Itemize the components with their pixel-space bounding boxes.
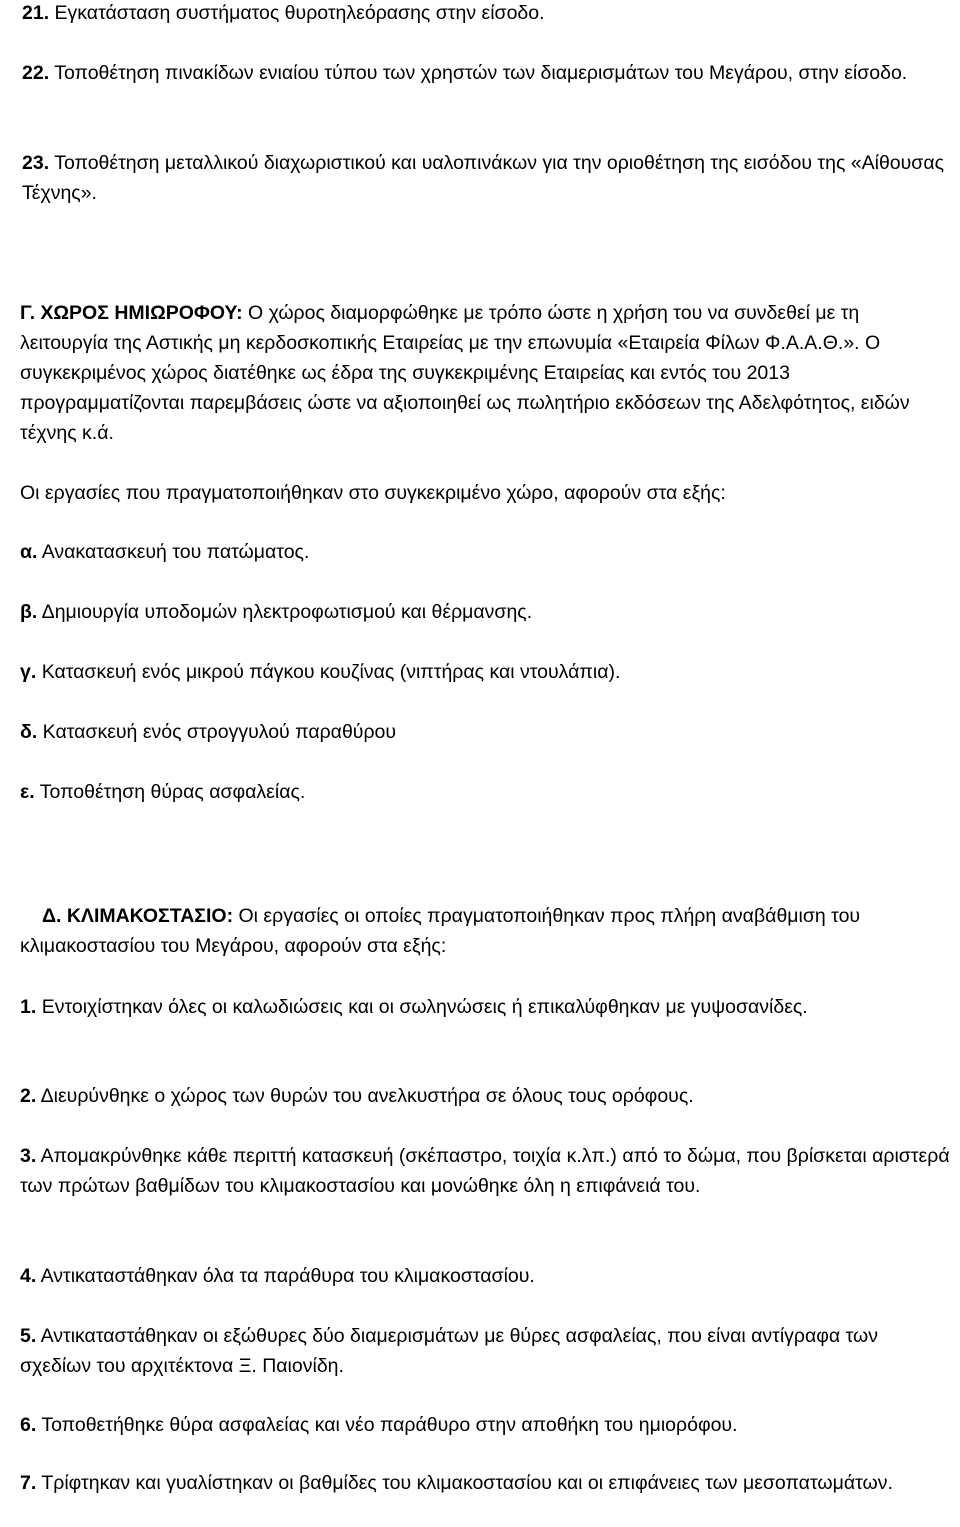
list-item-4 — [20, 1261, 950, 1291]
item-text: Αντικαταστάθηκαν οι εξώθυρες δύο διαμερισμάτων με θύρες ασφαλείας, που είναι αντίγραφα των σχεδίων του αρχιτέκτονα Ξ. Παιονίδη. — [20, 1325, 879, 1377]
list-item-5 — [20, 1321, 950, 1381]
item-number: 3. — [20, 1145, 37, 1167]
item-number: β. — [20, 601, 38, 623]
list-item-21 — [0, 0, 952, 28]
item-text: Εγκατάσταση συστήματος θυροτηλεόρασης στην είσοδο. — [54, 2, 545, 24]
list-item-22 — [0, 58, 952, 88]
item-text: Τοποθέτηση πινακίδων ενιαίου τύπου των χρηστών των διαμερισμάτων του Μεγάρου, στην είσοδο. — [54, 62, 908, 84]
item-number: 21. — [22, 2, 50, 24]
list-item-6 — [20, 1410, 950, 1440]
item-number: α. — [20, 541, 38, 563]
list-item-3 — [20, 1141, 950, 1201]
item-number: δ. — [20, 721, 38, 743]
section-d-text: Οι εργασίες οι οποίες πραγματοποιήθηκαν προς πλήρη αναβάθμιση του κλιμακοστασίου του Μεγάρου, αφορούν στα εξής: — [20, 905, 861, 957]
list-item-c — [20, 657, 950, 687]
item-number: ε. — [20, 781, 35, 803]
item-text: Τοποθετήθηκε θύρα ασφαλείας και νέο παράθυρο στην αποθήκη του ημιορόφου. — [41, 1414, 738, 1436]
item-number: 23. — [22, 152, 50, 174]
list-item-2 — [20, 1081, 950, 1111]
item-number: 22. — [22, 62, 50, 84]
item-text: Κατασκευή ενός στρογγυλού παραθύρου — [42, 721, 397, 743]
item-number: 2. — [20, 1085, 37, 1107]
item-text: Διευρύνθηκε ο χώρος των θυρών του ανελκυστήρα σε όλους τους ορόφους. — [40, 1085, 694, 1107]
item-text: Τρίφτηκαν και γυαλίστηκαν οι βαθμίδες του κλιμακοστασίου και οι επιφάνειες των μεσοπατωμάτων. — [41, 1472, 893, 1494]
section-g-heading: Γ. ΧΩΡΟΣ ΗΜΙΩΡΟΦΟΥ: — [20, 302, 243, 324]
section-g-works-intro: Οι εργασίες που πραγματοποιήθηκαν στο συγκεκριμένο χώρο, αφορούν στα εξής: — [20, 482, 726, 504]
item-number: 6. — [20, 1414, 37, 1436]
item-text: Αντικαταστάθηκαν όλα τα παράθυρα του κλιμακοστασίου. — [40, 1265, 535, 1287]
list-item-b — [20, 597, 950, 627]
item-number: 5. — [20, 1325, 37, 1347]
list-item-e — [20, 777, 950, 807]
item-text: Ανακατασκευή του πατώματος. — [41, 541, 310, 563]
item-text: Τοποθέτηση μεταλλικού διαχωριστικού και υαλοπινάκων για την οριοθέτηση της εισόδου της «Αίθουσας Τέχνης». — [22, 152, 945, 204]
item-number: γ. — [20, 661, 37, 683]
list-item-a — [20, 537, 950, 567]
section-d-heading: Δ. ΚΛΙΜΑΚΟΣΤΑΣΙΟ: — [42, 905, 234, 927]
item-text: Απομακρύνθηκε κάθε περιττή κατασκευή (σκέπαστρο, τοιχία κ.λπ.) από το δώμα, που βρίσκεται αριστερά των πρώτων βαθμίδων του κλιμακοστασίου και μονώθηκε όλη η επιφάνειά του. — [20, 1145, 950, 1197]
list-item-7 — [20, 1468, 950, 1498]
item-text: Τοποθέτηση θύρας ασφαλείας. — [39, 781, 306, 803]
item-number: 7. — [20, 1472, 37, 1494]
list-item-d — [20, 717, 950, 747]
item-text: Κατασκευή ενός μικρού πάγκου κουζίνας (νιπτήρας και ντουλάπια). — [41, 661, 621, 683]
section-g-paragraph — [20, 298, 950, 448]
list-item-23 — [0, 148, 952, 208]
item-number: 1. — [20, 996, 37, 1018]
item-text: Εντοιχίστηκαν όλες οι καλωδιώσεις και οι σωληνώσεις ή επικαλύφθηκαν με γυψοσανίδες. — [41, 996, 808, 1018]
section-g-text: Ο χώρος διαμορφώθηκε με τρόπο ώστε η χρήση του να συνδεθεί με τη λειτουργία της Αστικής μη κερδοσκοπικής Εταιρείας με την επωνυμία «Εταιρεία Φίλων Φ.Α.Α.Θ.». Ο συγκεκριμένος χώρος διατέθηκε ως έδρα της συγκεκριμένης Εταιρείας και εντός του 2013 προγραμματίζονται παρεμβάσεις ώστε να αξιοποιηθεί ως πωλητήριο εκδόσεων της Αδελφότητος, ειδών τέχνης κ.ά. — [20, 302, 910, 444]
item-number: 4. — [20, 1265, 37, 1287]
item-text: Δημιουργία υποδομών ηλεκτροφωτισμού και θέρμανσης. — [41, 601, 533, 623]
section-d-paragraph — [20, 901, 930, 961]
list-item-1 — [20, 992, 950, 1022]
